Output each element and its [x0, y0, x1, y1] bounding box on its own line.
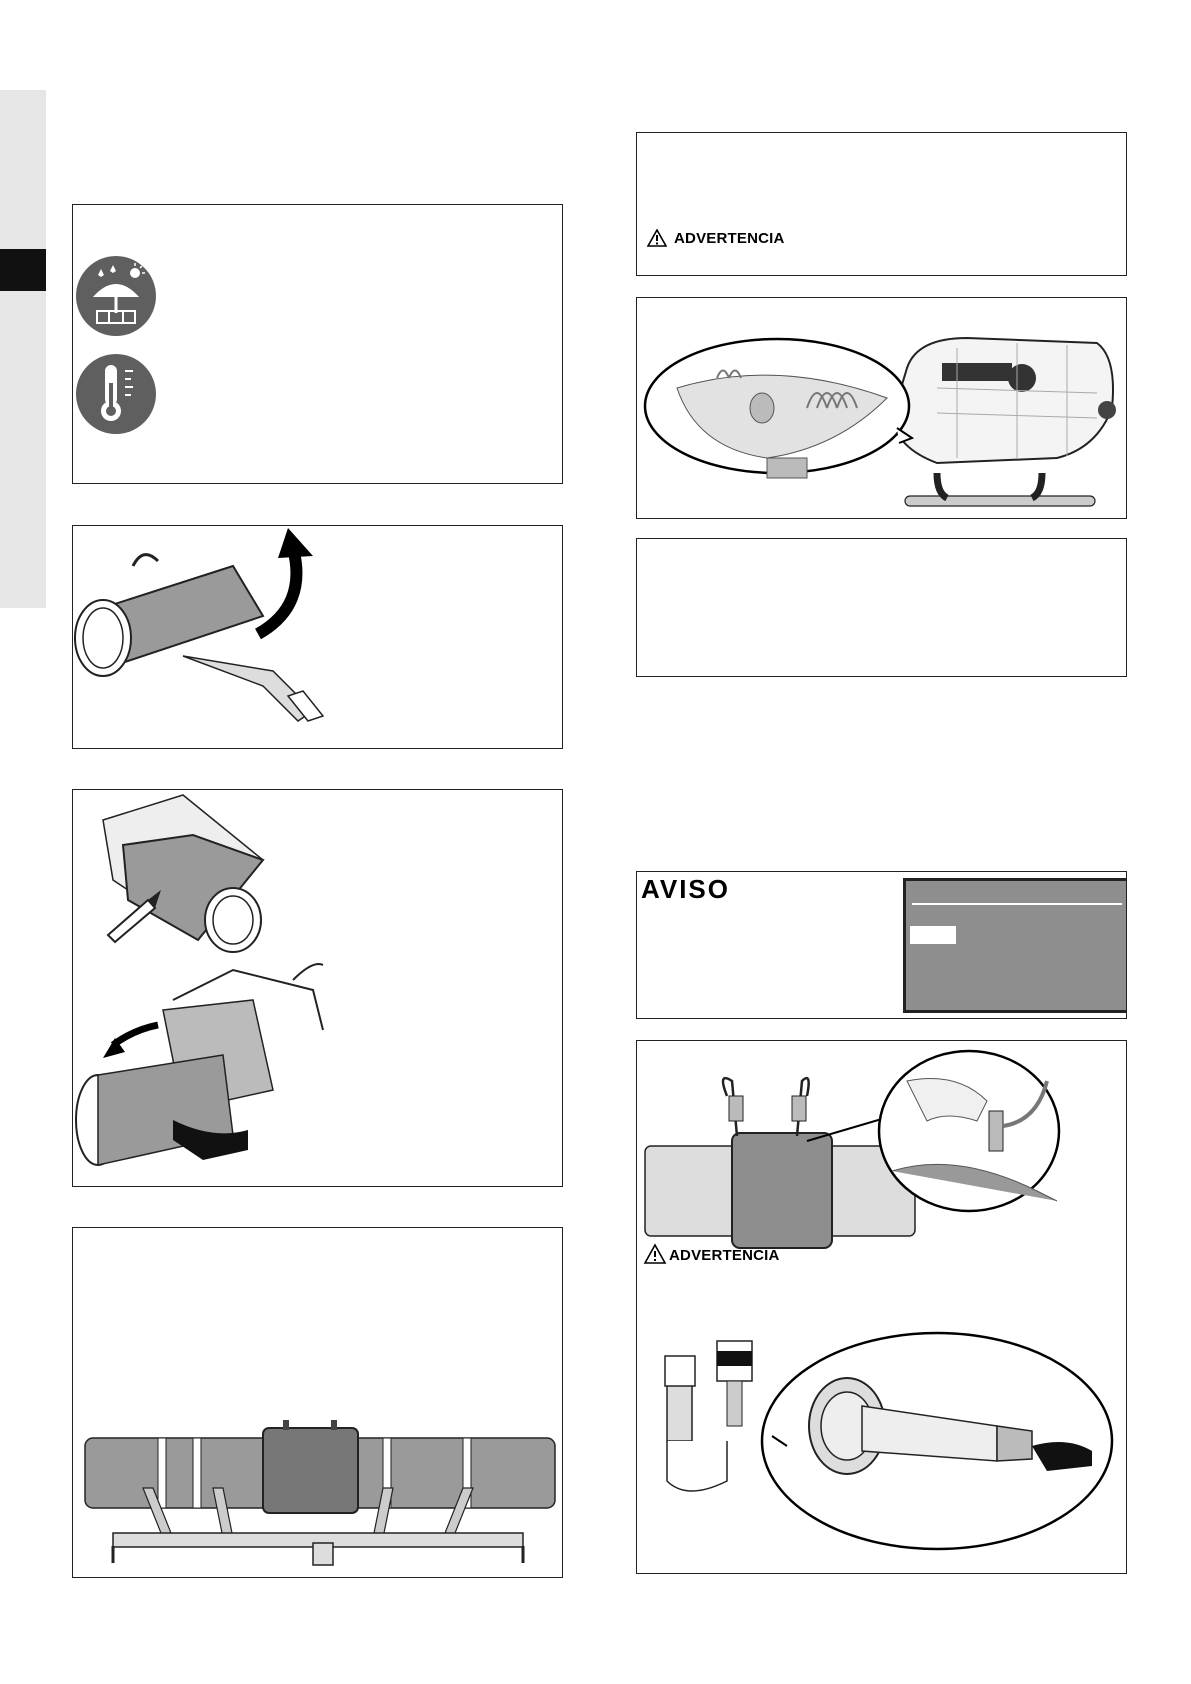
- note-box: [636, 538, 1127, 677]
- panel-highlight: [910, 926, 956, 944]
- pipe-lifting-illustration: [73, 526, 563, 749]
- cable-connection-illustration: [637, 1041, 1127, 1574]
- control-unit-figure: [636, 297, 1127, 519]
- storage-conditions-box: [72, 204, 563, 484]
- panel-divider: [912, 903, 1122, 905]
- aviso-box: [636, 871, 1127, 1019]
- cable-connection-figure: [636, 1040, 1127, 1574]
- marking-pipe-illustration: [73, 790, 563, 1187]
- display-panel: [903, 878, 1127, 1013]
- pipe-positioner-figure: [72, 1227, 563, 1578]
- chapter-tab: [0, 249, 46, 291]
- warning-text-2: ADVERTENCIA: [669, 1247, 780, 1264]
- warning-label-1: [647, 229, 785, 247]
- pipe-positioner-illustration: [73, 1228, 563, 1578]
- control-unit-illustration: [637, 298, 1127, 519]
- marking-scraping-figure: [72, 789, 563, 1187]
- warning-label-2: [669, 1247, 780, 1264]
- side-strip: [0, 90, 46, 608]
- warning-triangle-icon: [647, 229, 667, 247]
- warning-text-1: ADVERTENCIA: [674, 229, 785, 247]
- pipe-lifting-figure: [72, 525, 563, 749]
- warning-box-1: [636, 132, 1127, 276]
- thermometer-icon: [75, 353, 157, 435]
- aviso-label: AVISO: [641, 874, 730, 904]
- weather-protection-icon: [75, 255, 157, 337]
